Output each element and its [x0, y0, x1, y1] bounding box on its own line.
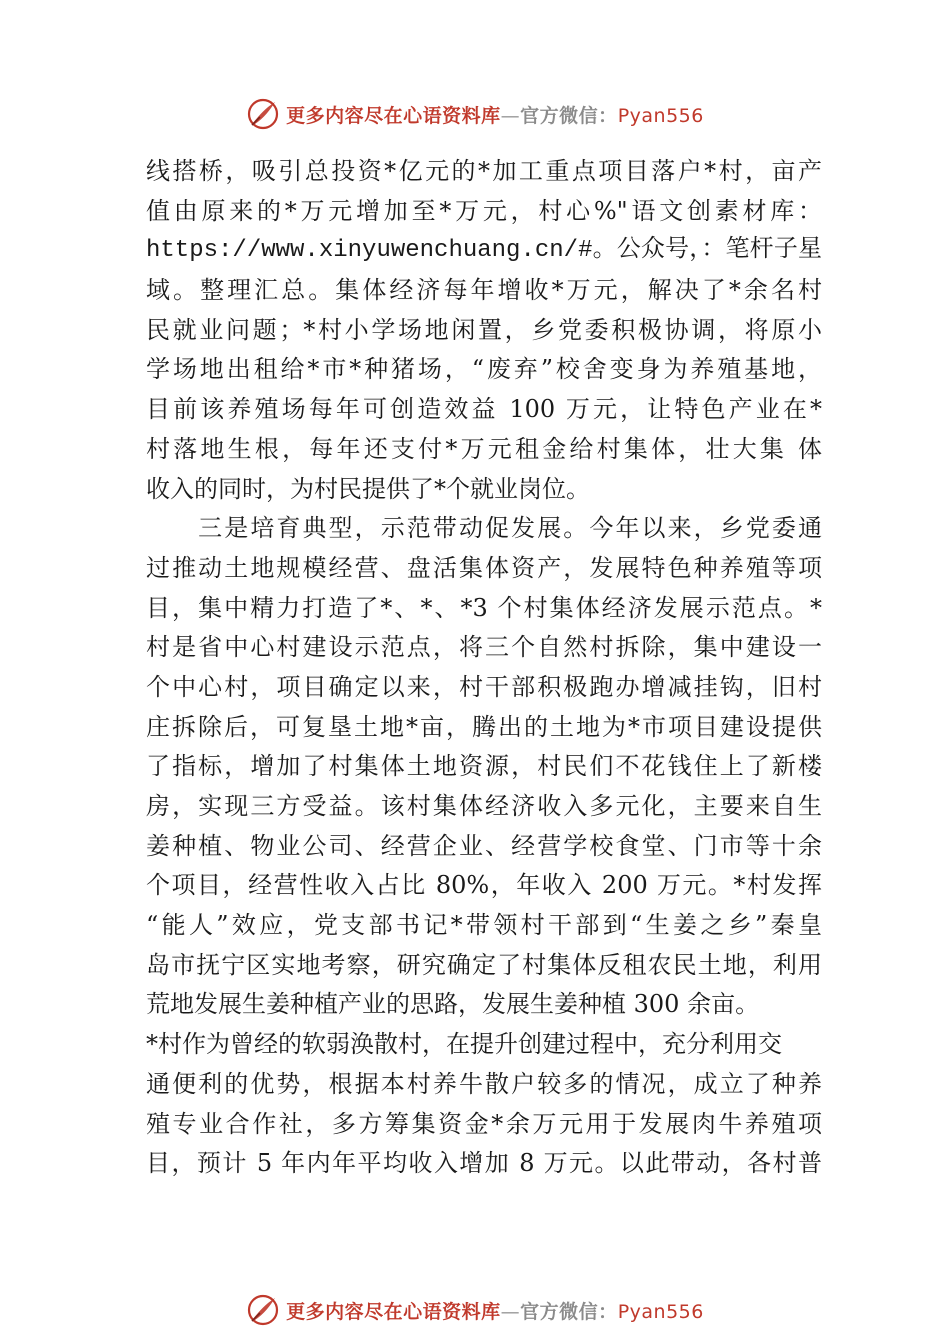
- body-line: 三是培育典型，示范带动促发展。今年以来，乡党委通: [146, 514, 822, 543]
- body-line-url: https://www.xinyuwenchuang.cn/#。公众号，：笔杆子星: [146, 237, 822, 265]
- footer-dash: —: [500, 1300, 521, 1323]
- body-line: 目，预计 5 年内年平均收入增加 8 万元。以此带动，各村普: [146, 1149, 822, 1178]
- body-line: 姜种植、物业公司、经营企业、经营学校食堂、门市等十余: [146, 831, 822, 860]
- header-wechat-id: Pyan556: [617, 104, 704, 127]
- footer-wechat-id: Pyan556: [617, 1300, 704, 1323]
- body-line: 民就业问题；*村小学场地闲置，乡党委积极协调，将原小: [146, 315, 822, 344]
- body-line: 目前该养殖场每年可创造效益 100 万元，让特色产业在*: [146, 395, 822, 424]
- footer-text: [286, 1297, 704, 1324]
- header-banner: [0, 94, 950, 134]
- body-line: *村作为曾经的软弱涣散村，在提升创建过程中，充分利用交: [146, 1030, 782, 1059]
- body-line: 村是省中心村建设示范点，将三个自然村拆除，集中建设一: [146, 633, 822, 662]
- footer-slogan: 更多内容尽在心语资料库: [286, 1300, 501, 1323]
- body-line: 目，集中精力打造了*、*、*3 个村集体经济发展示范点。*: [146, 593, 822, 622]
- body-line: 学场地出租给*市*种猪场，“废弃”校舍变身为养殖基地，: [146, 355, 822, 384]
- body-line: 村落地生根，每年还支付*万元租金给村集体，壮大集 体: [146, 434, 822, 463]
- feather-pen-logo-icon: [246, 97, 280, 131]
- body-line: 庄拆除后，可复垦土地*亩，腾出的土地为*市项目建设提供: [146, 712, 822, 741]
- header-wechat-label: 官方微信：: [520, 104, 618, 127]
- header-slogan: 更多内容尽在心语资料库: [286, 104, 501, 127]
- footer-banner: [0, 1290, 950, 1330]
- body-line: 岛市抚宁区实地考察，研究确定了村集体反租农民土地，利用: [146, 950, 822, 979]
- document-body: [146, 152, 822, 1184]
- feather-pen-logo-icon: [246, 1293, 280, 1327]
- body-line: 收入的同时，为村民提供了*个就业岗位。: [146, 474, 590, 503]
- body-line: 房，实现三方受益。该村集体经济收入多元化，主要来自生: [146, 792, 822, 820]
- body-line: 个中心村，项目确定以来，村干部积极跑办增减挂钩，旧村: [146, 672, 822, 701]
- header-dash: —: [500, 104, 521, 127]
- footer-wechat-label: 官方微信：: [520, 1300, 618, 1323]
- body-line: 通便利的优势，根据本村养牛散户较多的情况，成立了种养: [146, 1069, 822, 1098]
- body-line: 值由原来的*万元增加至*万元，村心%"语文创素材库：: [146, 196, 822, 225]
- body-line: 域。整理汇总。集体经济每年增收*万元，解决了*余名村: [146, 276, 822, 305]
- body-line: 个项目，经营性收入占比 80%，年收入 200 万元。*村发挥: [146, 871, 822, 900]
- body-line: 荒地发展生姜种植产业的思路，发展生姜种植 300 余亩。: [146, 990, 760, 1019]
- body-line: 过推动土地规模经营、盘活集体资产，发展特色种养殖等项: [146, 553, 822, 582]
- header-text: [286, 101, 704, 128]
- body-line: 了指标，增加了村集体土地资源，村民们不花钱住上了新楼: [146, 752, 822, 781]
- body-line: 线搭桥，吸引总投资*亿元的*加工重点项目落户*村，亩产: [146, 157, 822, 185]
- body-line: 殖专业合作社，多方筹集资金*余万元用于发展肉牛养殖项: [146, 1109, 822, 1138]
- body-line: “能人”效应，党支部书记*带领村干部到“生姜之乡”秦皇: [146, 911, 822, 940]
